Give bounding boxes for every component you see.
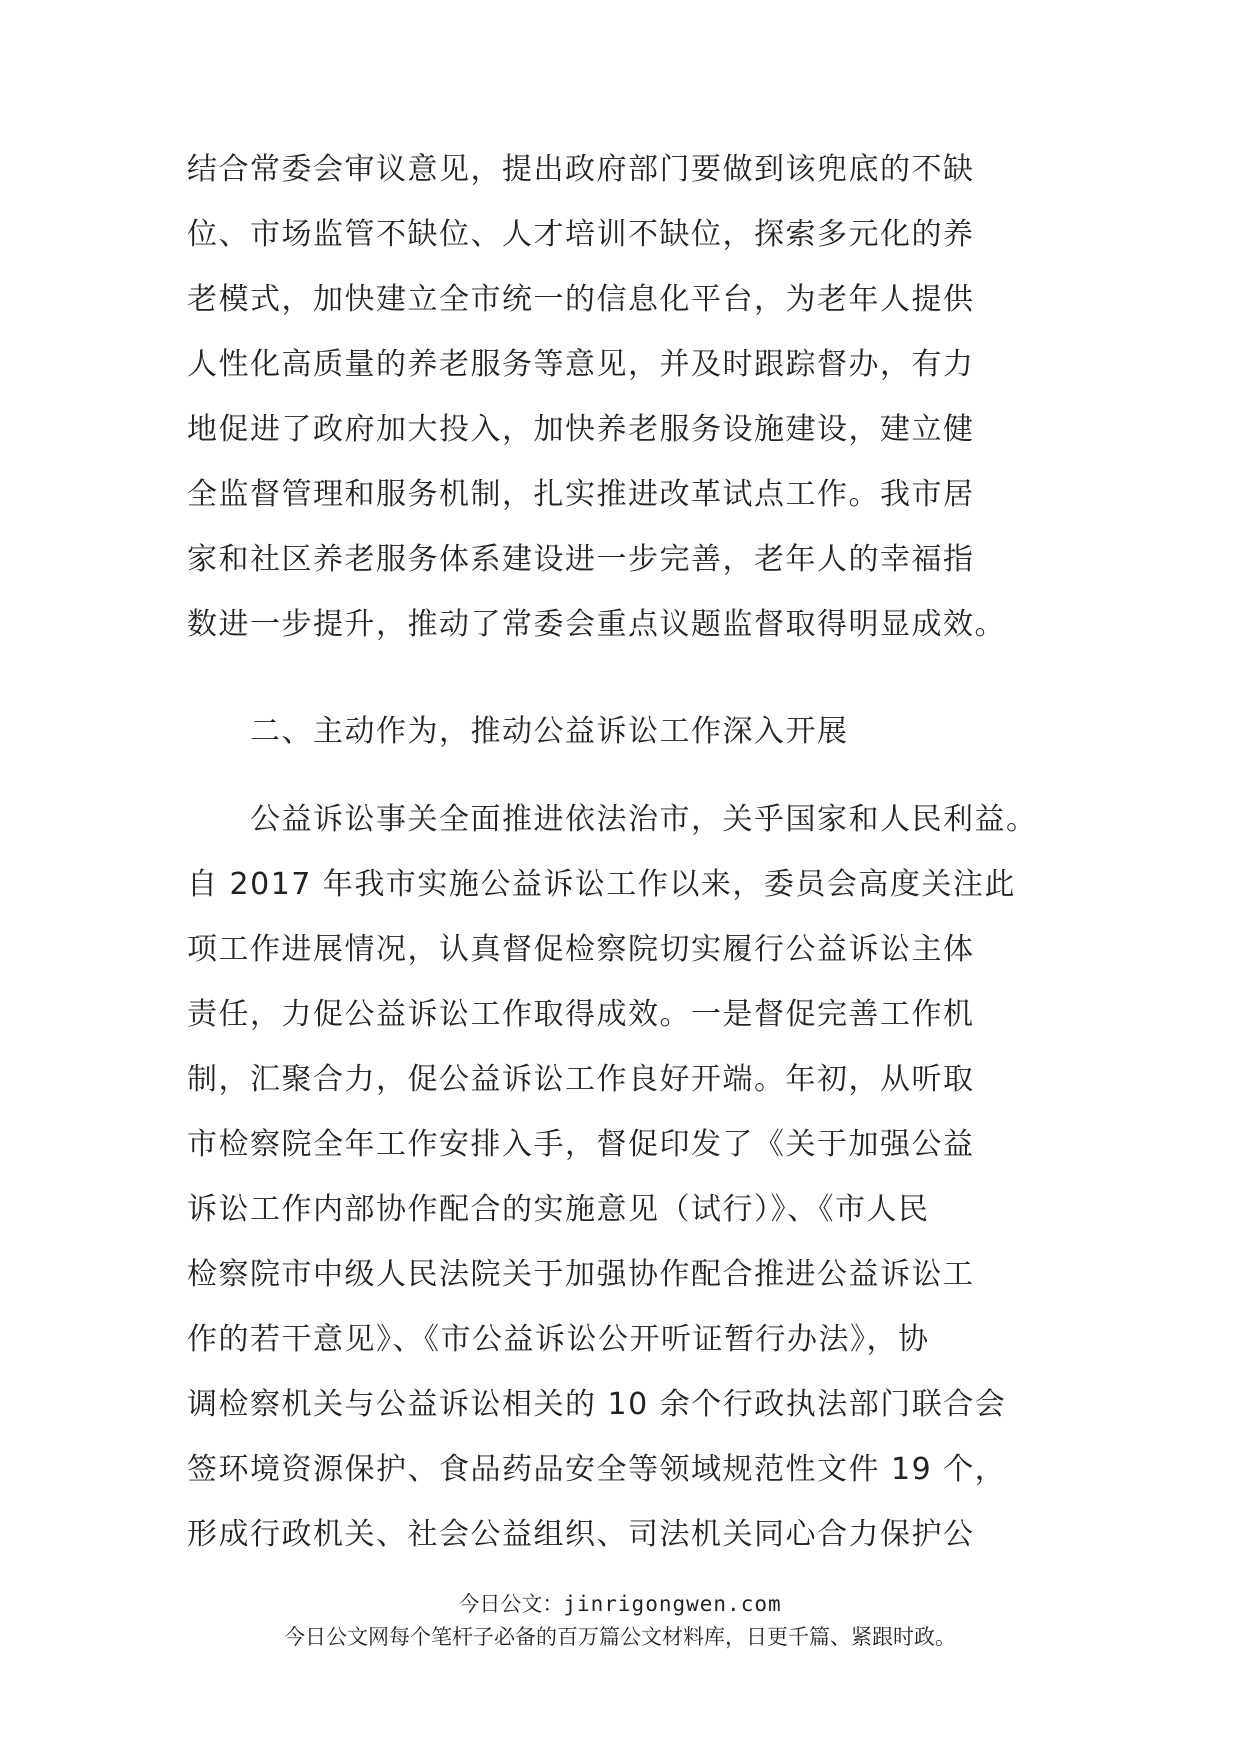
paragraph-1-line-8: 数进一步提升，推动了常委会重点议题监督取得明显成效。 — [187, 607, 1006, 642]
paragraph-2-line-6: 市检察院全年工作安排入手，督促印发了《关于加强公益 — [187, 1127, 975, 1162]
paragraph-2-line-5: 制，汇聚合力，促公益诉讼工作良好开端。年初，从听取 — [187, 1062, 975, 1097]
paragraph-1-line-7: 家和社区养老服务体系建设进一步完善，老年人的幸福指 — [187, 542, 975, 577]
paragraph-1-line-2: 位、市场监管不缺位、人才培训不缺位，探索多元化的养 — [187, 217, 975, 252]
paragraph-2-line-11: 签环境资源保护、食品药品安全等领域规范性文件 19 个， — [187, 1452, 1007, 1487]
paragraph-1-line-4: 人性化高质量的养老服务等意见，并及时跟踪督办，有力 — [187, 347, 975, 382]
footer-site-label: 今日公文： — [458, 1592, 564, 1616]
paragraph-2-line-7: 诉讼工作内部协作配合的实施意见（试行）》、《市人民 — [187, 1192, 930, 1227]
paragraph-2-line-9: 作的若干意见》、《市公益诉讼公开听证暂行办法》，协 — [187, 1322, 930, 1357]
paragraph-1-line-5: 地促进了政府加大投入，加快养老服务设施建设，建立健 — [187, 412, 975, 447]
paragraph-1-line-3: 老模式，加快建立全市统一的信息化平台，为老年人提供 — [187, 282, 975, 317]
paragraph-2-line-4: 责任，力促公益诉讼工作取得成效。一是督促完善工作机 — [187, 997, 975, 1032]
footer-site-line — [0, 1590, 1240, 1618]
paragraph-2-line-2: 自 2017 年我市实施公益诉讼工作以来，委员会高度关注此 — [187, 867, 1016, 902]
paragraph-2-line-12: 形成行政机关、社会公益组织、司法机关同心合力保护公 — [187, 1517, 975, 1552]
footer-site-link[interactable]: jinrigongwen.com — [563, 1592, 782, 1616]
paragraph-2-line-3: 项工作进展情况，认真督促检察院切实履行公益诉讼主体 — [187, 932, 975, 967]
paragraph-1-line-1: 结合常委会审议意见，提出政府部门要做到该兜底的不缺 — [187, 152, 975, 187]
paragraph-2-line-1: 公益诉讼事关全面推进依法治市，关乎国家和人民利益。 — [250, 802, 1038, 837]
section-heading: 二、主动作为，推动公益诉讼工作深入开展 — [250, 714, 849, 749]
paragraph-2-line-8: 检察院市中级人民法院关于加强协作配合推进公益诉讼工 — [187, 1257, 975, 1292]
footer-tagline: 今日公文网每个笔杆子必备的百万篇公文材料库，日更千篇、紧跟时政。 — [284, 1625, 956, 1649]
paragraph-1-line-6: 全监督管理和服务机制，扎实推进改革试点工作。我市居 — [187, 477, 975, 512]
paragraph-2-line-10: 调检察机关与公益诉讼相关的 10 余个行政执法部门联合会 — [187, 1387, 1007, 1422]
